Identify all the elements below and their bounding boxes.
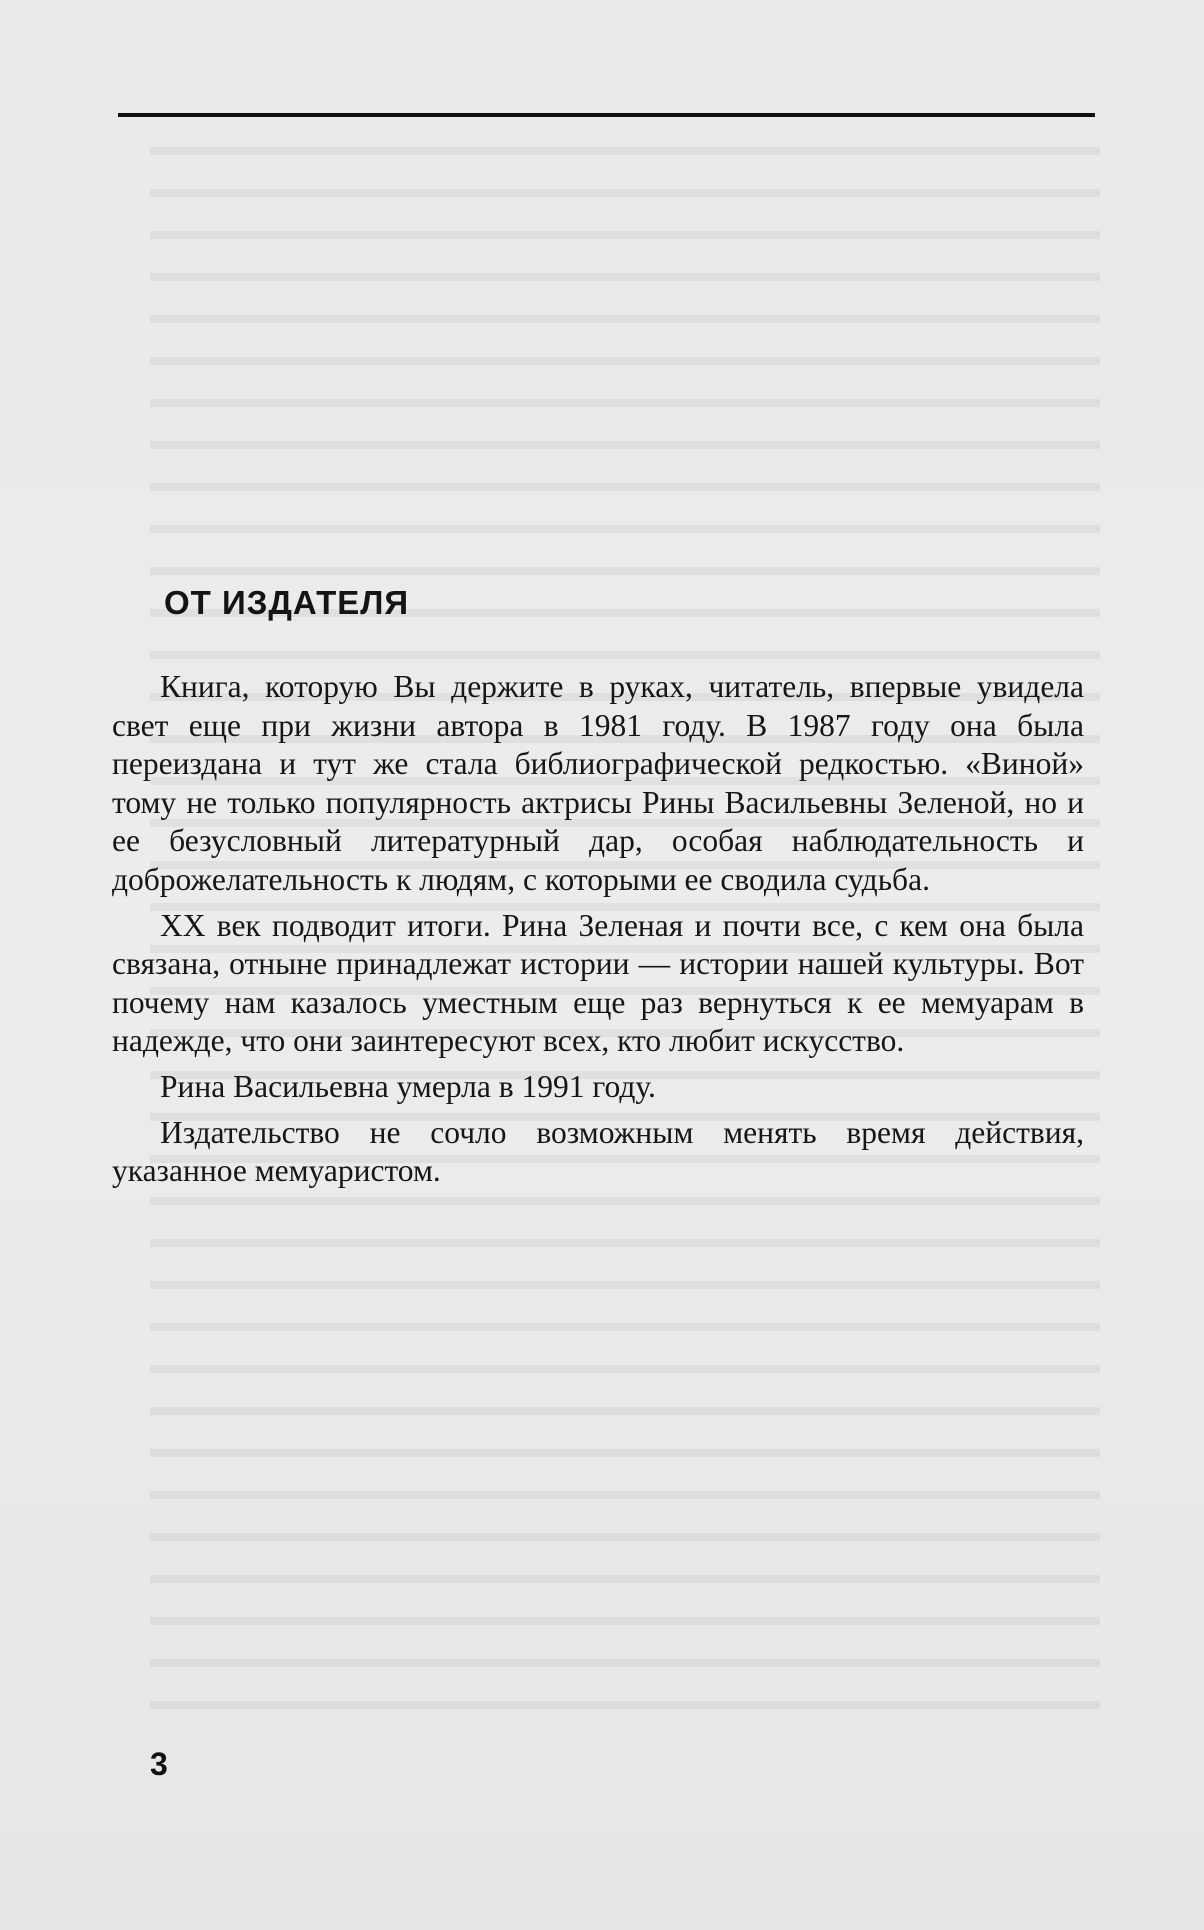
- section-heading: ОТ ИЗДАТЕЛЯ: [164, 584, 410, 621]
- paragraph-4: Издательство не сочло возможным менять время действия, указанное мемуаристом.: [112, 1114, 1084, 1189]
- top-rule: [118, 113, 1095, 117]
- paragraph-2: XX век подводит итоги. Рина Зеленая и почти все, с кем она была связана, отныне принадлежат истории — истории нашей культуры. Вот почему нам казалось уместным еще раз вернуться к ее мемуарам в надежде, что они заинтересуют всех, кто любит искусство.: [112, 907, 1084, 1059]
- paragraph-1: Книга, которую Вы держите в руках, читатель, впервые увидела свет еще при жизни автора в 1981 году. В 1987 году она была переиздана и тут же стала библиографической редкостью. «Виной» тому не только популярность актрисы Рины Васильевны Зеленой, но и ее безусловный литературный дар, особая наблюдательность и доброжелательность к людям, с которыми ее сводила судьба.: [112, 669, 1084, 897]
- body-text: [112, 668, 1084, 1198]
- paragraph-3: Рина Васильевна умерла в 1991 году.: [160, 1068, 656, 1104]
- page-number: 3: [150, 1746, 168, 1782]
